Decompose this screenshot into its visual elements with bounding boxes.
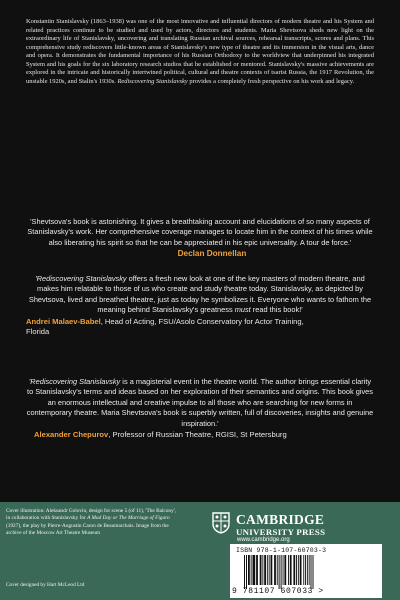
review-quote: 'Rediscovering Stanislavsky offers a fresh new look at one of the key masters of modern theatre, and makes him relatable to those of us who create and study theatre today. Stanislavsky, as depicted by Shevtsova, lived and breathed theatre, just as today he symbolizes it. Everyone who wants to fathom the meaning behind Stanislavsky's greatness must read this book!' [28, 274, 372, 315]
review-quote: 'Shevtsova's book is astonishing. It gives a breathtaking account and elucidations of so many aspects of Stanislavsky's work. Her comprehensive coverage manages to locate him in the context of his times while also liberating his spirit so that he can be appreciated in his epic universality. A tour de force.' [27, 217, 373, 247]
reviewer-role: , Head of Acting, FSU/Asolo Conservatory for Actor Training, Florida [26, 316, 304, 336]
description-book-title: Rediscovering Stanislavsky [117, 77, 188, 85]
review-malaev-babel [26, 274, 374, 337]
review-attribution [26, 317, 374, 337]
review-attribution [26, 430, 374, 440]
publisher-name: CAMBRIDGE [236, 512, 325, 527]
barcode-digits: 9 781107 607033 > [232, 587, 324, 596]
review-quote: 'Rediscovering Stanislavsky is a magisterial event in the theatre world. The author brings essential clarity to Stanislavsky's terms and ideas based on her exploration of their semantics and origins. This book gives an enormous intellectual and creative impulse to all those who are searching for new forms in contemporary theatre. Maria Shevtsova's book is superbly written, full of discoveries, insights and genuine inspiration.' [26, 377, 374, 428]
isbn-label: ISBN 978-1-107-60703-3 [236, 547, 327, 554]
publisher-subtitle: UNIVERSITY PRESS [236, 527, 326, 537]
description-text: Konstantin Stanislavsky (1863–1938) was one of the most innovative and influential directors of modern theatre and his System and related practices continue to be studied and used by actors, directors and students. Maria Shevtsova sheds new light on the extraordinary life of Stanislavsky, uncovering and translating Russian archival sources, rehearsal transcripts, scores and plans. This comprehensive study rediscovers little-known areas of Stanislavsky's new type of theatre and its immersion in the visual arts, dance and opera. It demonstrates the fundamental importance of his Russian Orthodoxy to the worldview that underpinned his integrated System and his goals for the six laboratory research studios that he established or mentored. Stanislavsky's massive achievements are explored in the intricate and historically intertwined political, cultural and theatre contexts of tsarist Russia, the 1917 Revolution, the unstable 1920s, and Stalin's 1930s. [26, 18, 374, 85]
book-description [26, 18, 374, 86]
review-donnellan [26, 217, 374, 259]
university-crest-icon [212, 512, 230, 534]
review-chepurov [26, 377, 374, 440]
review-attribution [26, 249, 374, 259]
reviewer-name: Andrei Malaev-Babel [26, 316, 101, 326]
reviewer-role: , Professor of Russian Theatre, RGISI, St Petersburg [108, 430, 287, 440]
cover-illustration-credit: Cover illustration: Aleksandr Golovin, design for scene 5 (of 11), 'The Balcony', in collaboration with Stanislavsky for A Mad Day or The Marriage of Figaro (1927), the play by Pierre-Augustin Caron de Beaumarchais. Image from the archive of the Moscow Art Theatre Museum [6, 508, 176, 536]
isbn-barcode-box [230, 544, 382, 598]
publisher-url: www.cambridge.org [237, 537, 290, 543]
barcode-graphic [236, 555, 376, 589]
reviewer-name: Alexander Chepurov [34, 430, 109, 440]
reviewer-name: Declan Donnellan [177, 249, 247, 259]
cover-footer [0, 502, 400, 600]
cover-designer-credit: Cover designed by Hart McLeod Ltd [6, 582, 85, 588]
description-text-end: provides a completely fresh perspective on his work and legacy. [187, 77, 355, 85]
